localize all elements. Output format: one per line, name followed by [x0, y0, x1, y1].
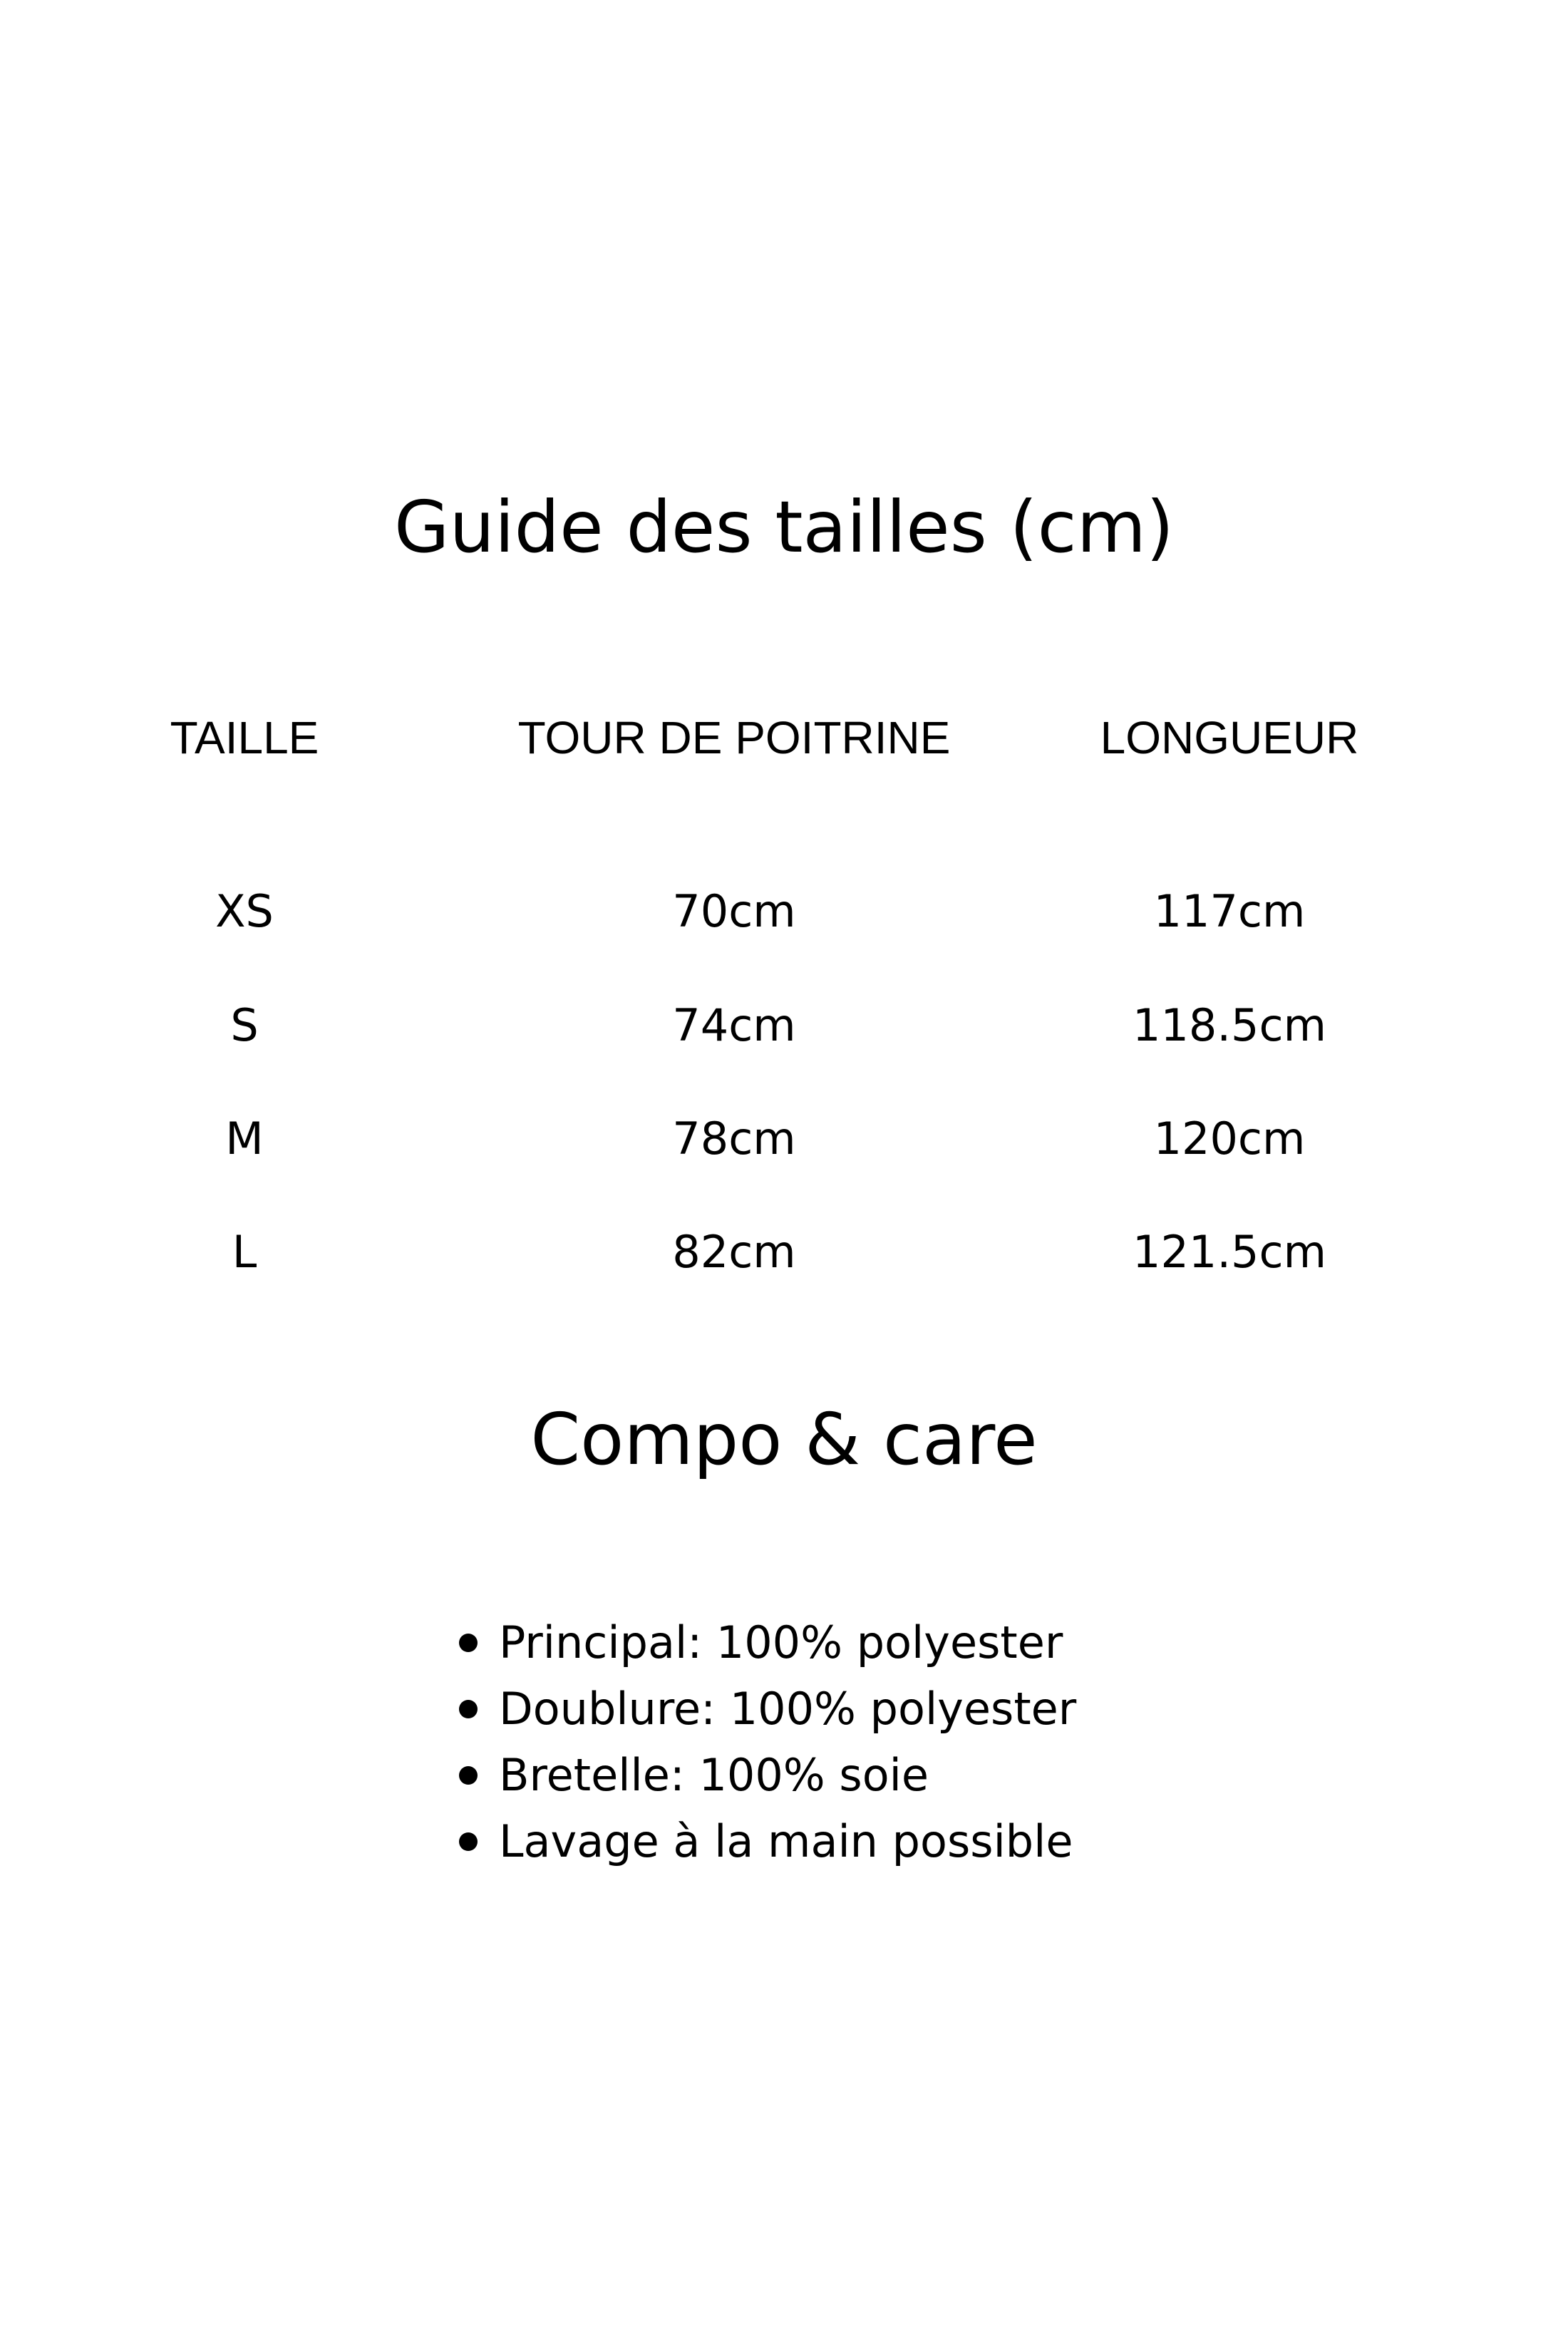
care-item-text: Principal: 100% polyester: [499, 1616, 1063, 1668]
chest-cell: 70cm: [672, 885, 796, 937]
length-cell: 117cm: [1153, 885, 1306, 937]
size-cell: M: [225, 1113, 264, 1165]
length-cell: 118.5cm: [1133, 999, 1326, 1051]
list-item: [456, 1808, 1076, 1874]
size-cell: L: [232, 1226, 257, 1278]
length-cell: 121.5cm: [1133, 1226, 1326, 1278]
care-item-text: Bretelle: 100% soie: [499, 1749, 929, 1801]
list-item: [456, 1742, 1076, 1808]
header-longueur: LONGUEUR: [1100, 712, 1359, 763]
list-item: [456, 1609, 1076, 1676]
size-guide-title: Guide des tailles (cm): [394, 485, 1174, 569]
care-list: [456, 1609, 1076, 1874]
length-cell: 120cm: [1153, 1113, 1306, 1165]
size-cell: S: [230, 999, 259, 1051]
chest-cell: 82cm: [672, 1226, 796, 1278]
care-title: Compo & care: [530, 1398, 1038, 1481]
list-item: [456, 1676, 1076, 1742]
header-tour-de-poitrine: TOUR DE POITRINE: [517, 712, 951, 763]
care-item-text: Lavage à la main possible: [499, 1815, 1073, 1867]
chest-cell: 78cm: [672, 1113, 796, 1165]
size-cell: XS: [215, 885, 274, 937]
header-taille: TAILLE: [170, 712, 319, 763]
care-item-text: Doublure: 100% polyester: [499, 1683, 1077, 1735]
chest-cell: 74cm: [672, 999, 796, 1051]
